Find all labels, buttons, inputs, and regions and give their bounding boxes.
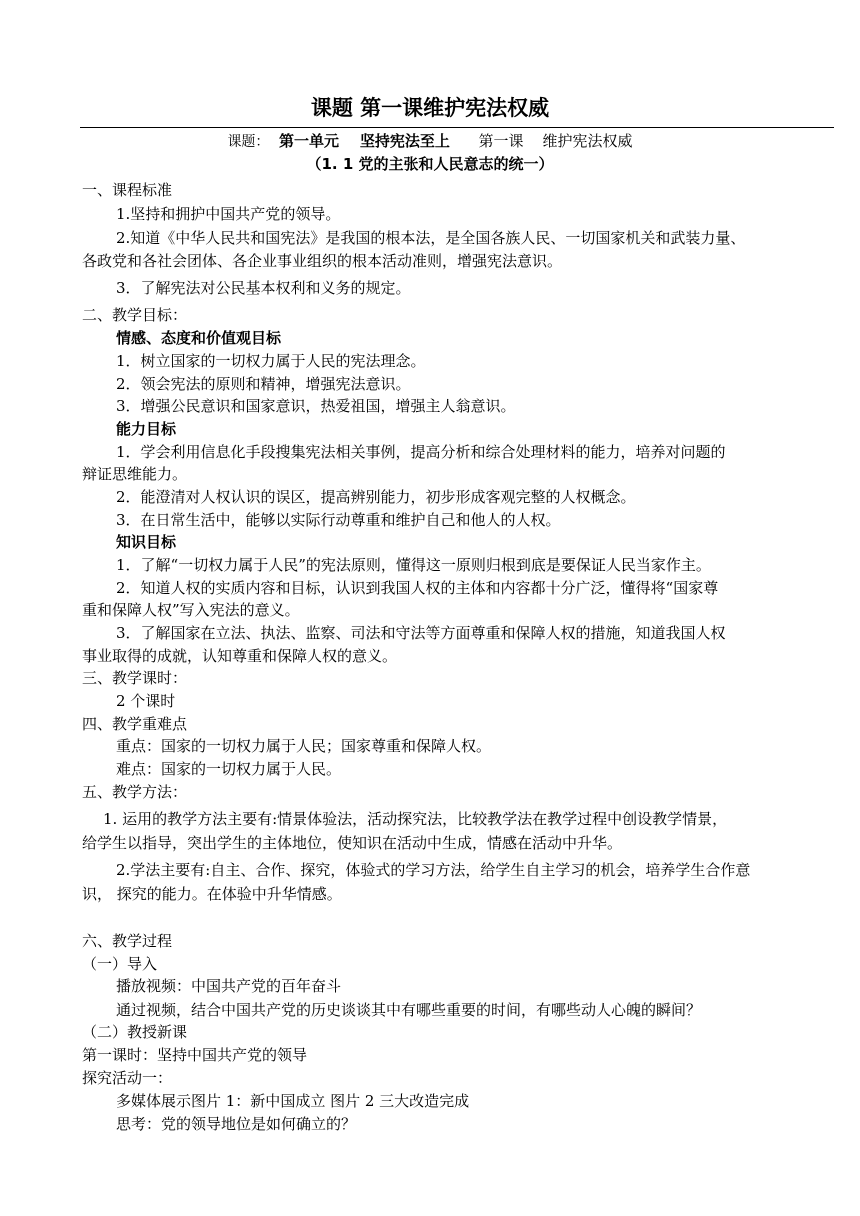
- subtitle-label: 课题：: [227, 134, 270, 150]
- title-divider: [80, 127, 834, 128]
- method-2-line-1: 2.学法主要有:自主、合作、探究，体验式的学习方法，给学生自主学习的机会，培养学生合作意: [116, 861, 751, 879]
- method-1-line-2: 给学生以指导，突出学生的主体地位，使知识在活动中生成，情感在活动中升华。: [82, 834, 623, 852]
- section-heading-key-points: 四、教学重难点: [82, 715, 188, 733]
- standard-item-1: 1.坚持和拥护中国共产党的领导。: [116, 205, 341, 223]
- intro-question: 通过视频，结合中国共产党的历史谈谈其中有哪些重要的时间，有哪些动人心魄的瞬间？: [116, 1001, 702, 1019]
- lesson-subtitle: [0, 130, 860, 151]
- lesson-name: 第一课 维护宪法权威: [478, 132, 633, 150]
- media-display: 多媒体展示图片 1：新中国成立 图片 2 三大改造完成: [116, 1092, 470, 1110]
- knowledge-goal-2-line-2: 重和保障人权”写入宪法的意义。: [82, 601, 300, 619]
- section-heading-objectives: 二、教学目标：: [82, 306, 188, 324]
- key-point: 重点：国家的一切权力属于人民；国家尊重和保障人权。: [116, 737, 492, 755]
- knowledge-goals-title: 知识目标: [116, 533, 177, 551]
- intro-title: （一）导入: [82, 955, 158, 973]
- intro-video: 播放视频：中国共产党的百年奋斗: [116, 977, 342, 995]
- standard-item-2-line-2: 各政党和各社会团体、各企业事业组织的根本活动准则，增强宪法意识。: [82, 252, 563, 270]
- unit-name: 第一单元 坚持宪法至上: [278, 132, 450, 150]
- first-period-title: 第一课时：坚持中国共产党的领导: [82, 1046, 308, 1064]
- difficult-point: 难点：国家的一切权力属于人民。: [116, 760, 342, 778]
- ability-goal-1-line-1: 1．学会利用信息化手段搜集宪法相关事例，提高分析和综合处理材料的能力，培养对问题的: [116, 443, 726, 461]
- knowledge-goal-3-line-2: 事业取得的成就，认知尊重和保障人权的意义。: [82, 647, 398, 665]
- class-hours: 2 个课时: [116, 692, 176, 710]
- emotion-goal-1: 1．树立国家的一切权力属于人民的宪法理念。: [116, 352, 426, 370]
- ability-goals-title: 能力目标: [116, 420, 177, 438]
- emotion-goal-2: 2．领会宪法的原则和精神，增强宪法意识。: [116, 375, 411, 393]
- section-heading-methods: 五、教学方法：: [82, 783, 188, 801]
- emotion-goals-title: 情感、态度和价值观目标: [116, 329, 282, 347]
- knowledge-goal-2-line-1: 2．知道人权的实质内容和目标，认识到我国人权的主体和内容都十分广泛，懂得将“国家尊: [116, 579, 719, 597]
- section-subtitle: （1. 1 党的主张和人民意志的统一）: [306, 155, 554, 173]
- section-heading-hours: 三、教学课时：: [82, 669, 188, 687]
- ability-goal-2: 2．能澄清对人权认识的误区，提高辨别能力，初步形成客观完整的人权概念。: [116, 488, 636, 506]
- new-lesson-title: （二）教授新课: [82, 1023, 188, 1041]
- think-question: 思考：党的领导地位是如何确立的？: [116, 1115, 357, 1133]
- page-title: 课题 第一课维护宪法权威: [310, 96, 550, 120]
- method-1-line-1: 1. 运用的教学方法主要有:情景体验法，活动探究法，比较教学法在教学过程中创设教学情景，: [103, 810, 728, 828]
- ability-goal-1-line-2: 辩证思维能力。: [82, 465, 188, 483]
- method-2-line-2: 识， 探究的能力。在体验中升华情感。: [82, 885, 342, 903]
- section-heading-process: 六、教学过程: [82, 932, 173, 950]
- section-heading-standards: 一、课程标准: [82, 181, 173, 199]
- standard-item-3: 3．了解宪法对公民基本权利和义务的规定。: [116, 279, 411, 297]
- emotion-goal-3: 3．增强公民意识和国家意识，热爱祖国，增强主人翁意识。: [116, 397, 516, 415]
- standard-item-2-line-1: 2.知道《中华人民共和国宪法》是我国的根本法，是全国各族人民、一切国家机关和武装力量、: [116, 229, 746, 247]
- knowledge-goal-1: 1．了解“一切权力属于人民”的宪法原则，懂得这一原则归根到底是要保证人民当家作主。: [116, 556, 711, 574]
- knowledge-goal-3-line-1: 3．了解国家在立法、执法、监察、司法和守法等方面尊重和保障人权的措施，知道我国人权: [116, 624, 726, 642]
- ability-goal-3: 3．在日常生活中，能够以实际行动尊重和维护自己和他人的人权。: [116, 511, 561, 529]
- activity-1-title: 探究活动一：: [82, 1069, 173, 1087]
